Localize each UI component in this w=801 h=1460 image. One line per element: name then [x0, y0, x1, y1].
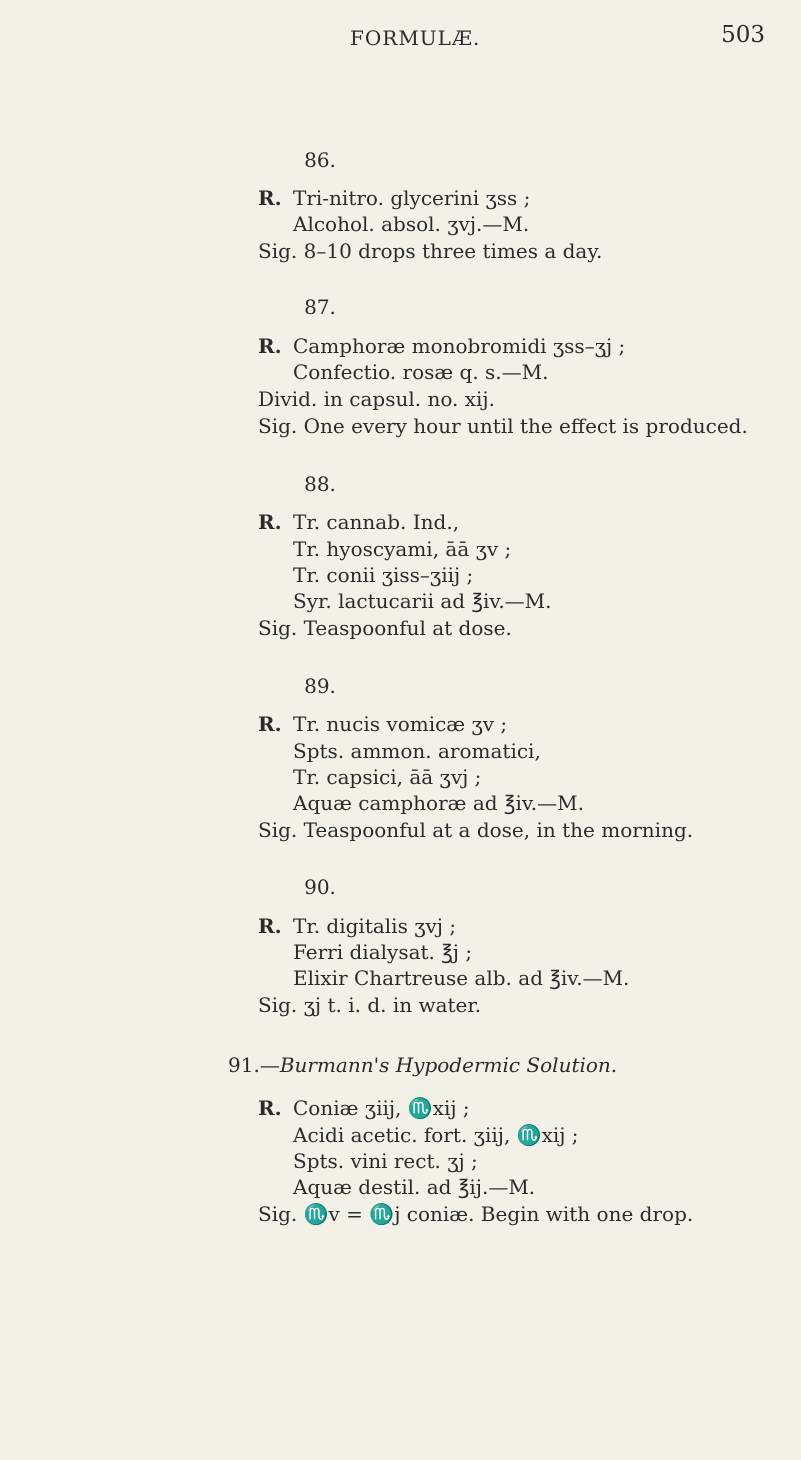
signa-line: Sig. Teaspoonful at a dose, in the morning. — [258, 818, 694, 842]
ingredient-line: Aquæ camphoræ ad ℥iv.—M. — [293, 791, 584, 815]
ingredient-line: Elixir Chartreuse alb. ad ℥iv.—M. — [293, 966, 630, 990]
formula-number: 90. — [304, 875, 336, 899]
ingredient-line: Tr. digitalis ʒvj ; — [293, 914, 457, 938]
recipe-symbol: R. — [258, 186, 282, 210]
signa-line: Sig. One every hour until the effect is produced. — [258, 414, 748, 438]
recipe-symbol: R. — [258, 1096, 282, 1120]
page-number: 503 — [721, 22, 765, 48]
formula-number: 86. — [304, 148, 336, 172]
formula-number: 89. — [304, 674, 336, 698]
ingredient-line: Camphoræ monobromidi ʒss–ʒj ; — [293, 334, 626, 358]
page-header — [0, 22, 801, 52]
ingredient-line: Aquæ destil. ad ℥ij.—M. — [293, 1175, 536, 1199]
ingredient-line: Spts. vini rect. ʒj ; — [293, 1149, 478, 1173]
formula-number: 88. — [304, 472, 336, 496]
signa-line: Sig. ♏v = ♏j coniæ. Begin with one drop. — [258, 1202, 694, 1226]
ingredient-line: Tr. capsici, āā ʒvj ; — [293, 765, 482, 789]
ingredient-line: Tr. cannab. Ind., — [293, 510, 460, 534]
formula-number: 91. — [228, 1053, 260, 1077]
signa-line: Sig. ʒj t. i. d. in water. — [258, 993, 482, 1017]
ingredient-line: Tr. hyoscyami, āā ʒv ; — [293, 537, 512, 561]
recipe-symbol: R. — [258, 334, 282, 358]
ingredient-line: Tr. conii ʒiss–ʒiij ; — [293, 563, 474, 587]
ingredient-line: Confectio. rosæ q. s.—M. — [293, 360, 549, 384]
ingredient-line: Tri-nitro. glycerini ʒss ; — [293, 186, 531, 210]
signa-line: Sig. 8–10 drops three times a day. — [258, 239, 603, 263]
formula-title-text: —Burmann's Hypodermic Solution. — [259, 1053, 618, 1077]
ingredient-line: Alcohol. absol. ʒvj.—M. — [293, 212, 530, 236]
ingredient-line: Ferri dialysat. ℥j ; — [293, 940, 473, 964]
recipe-symbol: R. — [258, 510, 282, 534]
running-title: FORMULÆ. — [350, 26, 481, 50]
recipe-symbol: R. — [258, 712, 282, 736]
ingredient-line: Syr. lactucarii ad ℥iv.—M. — [293, 589, 552, 613]
recipe-symbol: R. — [258, 914, 282, 938]
ingredient-line: Tr. nucis vomicæ ʒv ; — [293, 712, 508, 736]
formula-number: 87. — [304, 295, 336, 319]
ingredient-line: Spts. ammon. aromatici, — [293, 739, 541, 763]
divid-line: Divid. in capsul. no. xij. — [258, 387, 495, 411]
signa-line: Sig. Teaspoonful at dose. — [258, 616, 512, 640]
formula-title — [228, 1053, 617, 1077]
ingredient-line: Coniæ ʒiij, ♏xij ; — [293, 1096, 470, 1120]
ingredient-line: Acidi acetic. fort. ʒiij, ♏xij ; — [293, 1123, 579, 1147]
